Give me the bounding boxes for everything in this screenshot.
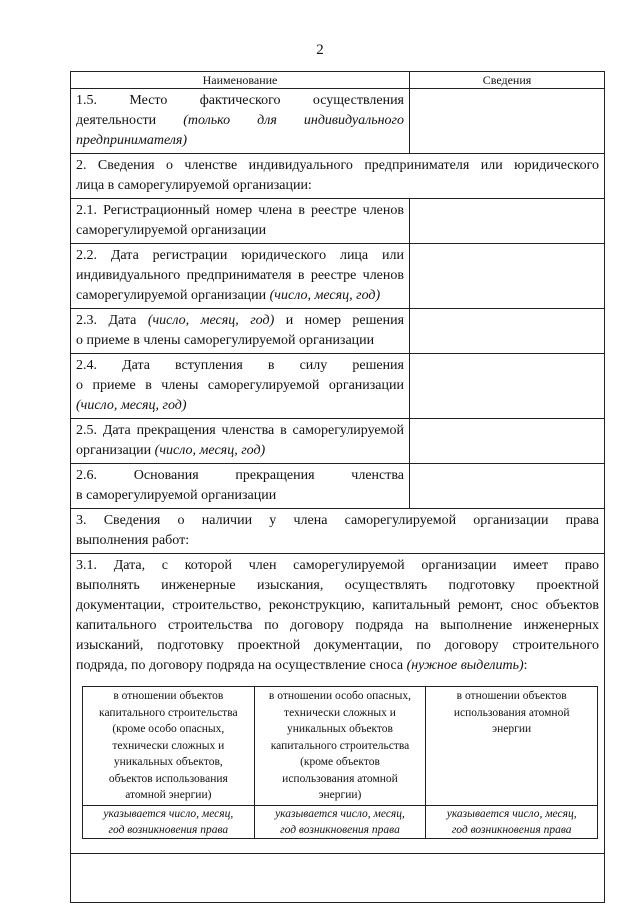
row-2-4-label [71,354,410,419]
section-2-row [71,154,605,199]
page-number: 2 [316,42,324,58]
row-2-6-line2: в саморегулируемой организации [76,488,277,503]
row-2-2-label [71,244,410,309]
rights-col-2 [254,687,426,806]
rights-col-2-line: в отношении особо опасных, [268,690,412,702]
row-2-6-label [71,464,410,509]
rights-col-3-line: в отношении объектов [456,690,567,702]
row-2-4-value[interactable] [410,354,605,419]
rights-col-1-line: в отношении объектов [113,690,224,702]
row-3-1-line3: документации, строительство, реконструкцию, капитальный ремонт, снос объектов [76,598,599,613]
table-row-2-5 [71,419,605,464]
table-row-blank [71,853,605,902]
row-3-1-line4: капитального строительства по договору подряда на выполнение инженерных [76,618,599,633]
row-2-5-line1: 2.5. Дата прекращения членства в саморегулируемой [76,423,404,438]
row-2-4-line2: о приеме в члены саморегулируемой организации [76,378,404,393]
rights-note-line: указывается число, месяц, [103,807,234,820]
rights-col-1-line: объектов использования [108,772,228,785]
row-3-1-line5: изысканий, подготовку проектной документации, по договору строительного [76,638,599,653]
rights-col-1-line: (кроме особо опасных, [112,723,225,735]
section-2-line1: 2. Сведения о членстве индивидуального предпринимателя или юридического [76,158,599,173]
rights-note-2[interactable] [254,805,426,838]
row-2-3-line2: о приеме в члены саморегулируемой организации [76,333,375,348]
row-3-1-suffix: : [523,658,528,673]
rights-subtable-wrap [76,676,599,851]
row-1-5-italic-1: (только для индивидуального [183,113,404,128]
row-1-5-italic-2: предпринимателя) [76,133,188,148]
rights-subtable [82,686,598,839]
row-2-5-italic: (число, месяц, год) [154,443,266,458]
rights-col-2-line: использования атомной [282,772,398,785]
row-2-3-label [71,309,410,354]
row-2-2-value[interactable] [410,244,605,309]
table-row-2-3 [71,309,605,354]
row-2-1-line2: саморегулируемой организации [76,223,267,238]
rights-note-1[interactable] [83,805,255,838]
row-3-1-line6: подряда, по договору подряда на осуществление сноса [76,658,404,673]
rights-col-1-line: технически сложных и [112,739,225,752]
row-1-5-label [71,89,410,154]
row-2-4-italic: (число, месяц, год) [76,398,187,413]
row-2-2-line2: индивидуального предпринимателя в реестре членов [76,268,404,283]
row-1-5-value[interactable] [410,89,605,154]
table-row-3-1 [71,554,605,854]
row-3-1-italic: (нужное выделить) [406,658,524,673]
table-row-2-1 [71,199,605,244]
table-row-2-4 [71,354,605,419]
rights-note-line: указывается число, месяц, [275,807,405,820]
section-2-heading [71,154,605,199]
table-row-1-5 [71,89,605,154]
form-table [70,71,605,903]
row-2-1-value[interactable] [410,199,605,244]
row-2-2-line1: 2.2. Дата регистрации юридического лица или [76,248,404,263]
row-2-1-line1: 2.1. Регистрационный номер члена в реестре членов [76,203,404,218]
rights-col-1-line: атомной энергии) [125,789,212,801]
rights-subtable-note-row [83,805,598,838]
row-1-5-line2: деятельности [76,113,157,128]
row-2-5-value[interactable] [410,419,605,464]
rights-subtable-header-row [83,687,598,806]
row-2-6-line1: 2.6. Основания прекращения членства [76,468,404,483]
row-3-1-line2: выполнять инженерные изыскания, осуществлять подготовку проектной [76,578,599,593]
row-2-5-line2: организации [76,443,152,458]
row-2-5-label [71,419,410,464]
row-2-2-line3: саморегулируемой организации [76,288,267,303]
row-2-3-suffix: и номер решения [285,313,405,328]
row-1-5-line1: 1.5. Место фактического осуществления [76,93,404,108]
section-3-line1: 3. Сведения о наличии у члена саморегулируемой организации права [76,513,599,528]
row-2-1-label [71,199,410,244]
rights-note-line: год возникновения права [451,823,572,836]
table-header-row [71,72,605,89]
rights-col-3-line: энергии [492,723,532,735]
table-row-2-6 [71,464,605,509]
rights-note-line: год возникновения права [280,823,400,836]
rights-col-3-line: использования атомной [453,706,570,719]
rights-col-1 [83,687,255,806]
rights-col-1-line: капитального строительства [99,706,238,719]
rights-note-3[interactable] [426,805,598,838]
rights-col-2-line: уникальных объектов [286,723,393,735]
rights-note-line: год возникновения права [108,823,229,836]
section-2-line2: лица в саморегулируемой организации: [76,178,312,193]
rights-note-line: указывается число, месяц, [446,807,577,820]
row-2-3-value[interactable] [410,309,605,354]
rights-col-3 [426,687,598,806]
rights-col-2-line: капитального строительства [270,739,410,752]
rights-col-2-line: технически сложных и [284,706,396,719]
header-name: Наименование [71,72,410,89]
rights-col-1-line: уникальных объектов, [113,756,223,768]
row-2-6-value[interactable] [410,464,605,509]
section-3-row [71,509,605,554]
row-3-1-line1: 3.1. Дата, с которой член саморегулируемой организации имеет право [76,558,599,573]
section-3-heading [71,509,605,554]
blank-row-cell[interactable] [71,853,605,902]
row-2-3-italic: (число, месяц, год) [147,313,275,328]
row-3-1-cell [71,554,605,854]
row-2-2-italic: (число, месяц, год) [269,288,381,303]
row-2-4-line1: 2.4. Дата вступления в силу решения [76,358,404,373]
section-3-line2: выполнения работ: [76,533,190,548]
table-row-2-2 [71,244,605,309]
header-info: Сведения [410,72,605,89]
rights-col-2-line: энергии) [318,789,362,801]
rights-col-2-line: (кроме объектов [300,756,380,768]
row-2-3-prefix: 2.3. Дата [76,313,137,328]
